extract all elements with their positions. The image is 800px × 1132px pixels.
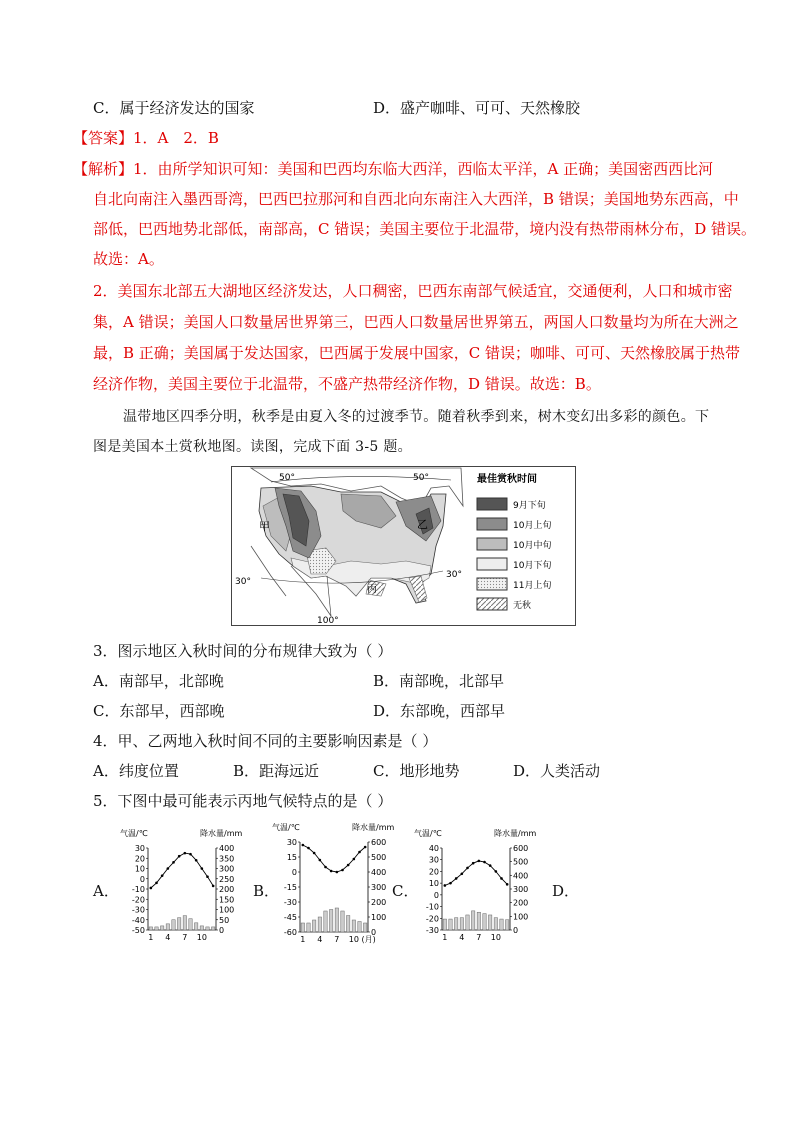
y-tick-label: 10	[428, 879, 439, 889]
precip-bar	[454, 918, 457, 930]
y2-tick-label: 400	[513, 871, 529, 881]
temp-point	[167, 867, 170, 870]
precip-bar	[346, 916, 349, 933]
precip-bar	[494, 918, 497, 930]
temp-point	[307, 847, 310, 850]
x-tick-label: 10	[196, 933, 207, 942]
x-tick-label: 7	[476, 933, 482, 942]
precip-bar	[488, 915, 491, 930]
q4-option-a[interactable]: A．纬度位置	[93, 762, 179, 780]
temp-point	[189, 853, 192, 856]
intro-line-1: 温带地区四季分明，秋季是由夏入冬的过渡季节。随着秋季到来，树木变幻出多彩的颜色。下	[123, 409, 710, 425]
y-axis-title: 气温/℃	[414, 829, 442, 838]
y-tick-label: 20	[428, 867, 439, 877]
analysis-line-1	[73, 159, 713, 179]
y2-tick-label: 500	[513, 857, 529, 867]
y2-tick-label: 400	[371, 868, 387, 877]
precip-bar	[363, 923, 366, 932]
precip-bar	[449, 919, 452, 930]
precip-bar	[307, 923, 310, 932]
lat-30-label-b: 30°	[446, 570, 462, 580]
precip-bar	[329, 910, 332, 933]
y2-tick-label: 300	[219, 864, 235, 874]
y2-tick-label: 200	[513, 898, 529, 908]
y-tick-label: -40	[131, 915, 145, 925]
analysis-line-7: 最，B 正确；美国属于发达国家，巴西属于发展中国家，C 错误；咖啡、可可、天然橡胶属于热带	[93, 344, 741, 362]
y-tick-label: 0	[433, 890, 439, 900]
legend-title: 最佳赏秋时间	[477, 474, 537, 485]
lat-30-label-a: 30°	[235, 577, 251, 587]
legend-label-2: 10月上旬	[513, 521, 552, 531]
x-tick-label: 7	[334, 935, 340, 944]
y-tick-label: 15	[286, 853, 297, 862]
temp-point	[155, 882, 158, 885]
y2-tick-label: 300	[513, 885, 529, 894]
y-tick-label: -30	[283, 898, 297, 907]
y2-axis-title: 降水量/mm	[200, 829, 243, 838]
legend-swatch-2	[477, 518, 507, 530]
precip-bar	[155, 927, 158, 930]
precip-bar	[318, 917, 321, 932]
legend-label-3: 10月中旬	[513, 541, 552, 551]
q5-option-a[interactable]: A．	[93, 882, 119, 900]
temp-point	[500, 877, 503, 880]
x-tick-label: 10	[348, 935, 359, 944]
temp-point	[364, 846, 367, 849]
q4-option-d[interactable]: D．人类活动	[513, 762, 601, 780]
y2-tick-label: 350	[219, 854, 235, 864]
y2-tick-label: 300	[371, 883, 387, 892]
y-tick-label: 30	[286, 838, 297, 847]
legend-swatch-5	[477, 578, 507, 590]
temp-point	[201, 867, 204, 870]
y2-tick-label: 200	[371, 898, 387, 907]
climate-chart-c	[412, 826, 538, 944]
q4-option-c[interactable]: C．地形地势	[373, 762, 460, 780]
q5-stem: 5．下图中最可能表示丙地气候特点的是（ ）	[93, 792, 393, 810]
y2-tick-label: 600	[513, 844, 529, 853]
y2-tick-label: 250	[219, 874, 235, 884]
precip-bar	[172, 920, 175, 930]
y-axis-title: 气温/℃	[120, 829, 148, 838]
x-unit-label: (月)	[361, 935, 376, 944]
y2-tick-label: 400	[219, 844, 235, 853]
y2-tick-label: 0	[219, 926, 225, 935]
temp-point	[195, 859, 198, 862]
x-tick-label: 4	[459, 933, 465, 942]
lat-50-label-b: 50°	[413, 473, 429, 483]
y-tick-label: -50	[131, 926, 145, 935]
x-tick-label: 7	[182, 933, 188, 942]
y2-tick-label: 500	[371, 853, 387, 862]
y2-axis-title: 降水量/mm	[352, 823, 395, 832]
analysis-tag: 【解析】	[73, 160, 134, 178]
y-tick-label: -20	[425, 914, 439, 924]
legend-swatch-1	[477, 498, 507, 510]
temp-point	[455, 877, 458, 880]
q4-option-b[interactable]: B．距海远近	[233, 762, 320, 780]
temp-line	[303, 845, 365, 872]
q5-option-c[interactable]: C．	[392, 882, 419, 900]
legend-label-6: 无秋	[513, 601, 532, 611]
precip-bar	[312, 920, 315, 932]
analysis-line-2: 自北向南注入墨西哥湾，巴西巴拉那河和自西北向东南注入大西洋，B 错误；美国地势东西高，中	[93, 190, 739, 208]
lon-100-label: 100°	[317, 616, 339, 626]
precip-bar	[505, 920, 508, 930]
y2-tick-label: 100	[219, 905, 235, 915]
y2-tick-label: 50	[219, 915, 230, 925]
temp-point	[489, 864, 492, 867]
precip-bar	[460, 918, 463, 930]
precip-bar	[341, 911, 344, 932]
temp-point	[313, 852, 316, 855]
temp-point	[358, 851, 361, 854]
legend-label-4: 10月下旬	[513, 561, 552, 571]
q4-stem: 4．甲、乙两地入秋时间不同的主要影响因素是（ ）	[93, 732, 438, 750]
precip-bar	[335, 908, 338, 932]
y-tick-label: 0	[139, 874, 145, 884]
precip-bar	[189, 919, 192, 930]
precip-bar	[206, 927, 209, 930]
temp-point	[461, 872, 464, 875]
precip-bar	[358, 922, 361, 933]
answer-line	[73, 128, 219, 148]
y-tick-label: -30	[425, 926, 439, 935]
analysis-line-4: 故选：A。	[93, 250, 164, 268]
y2-tick-label: 600	[371, 838, 387, 847]
temp-point	[495, 870, 498, 873]
legend-swatch-6	[477, 598, 507, 610]
temp-line	[151, 853, 213, 888]
temp-point	[330, 870, 333, 873]
temp-point	[302, 844, 305, 847]
option-d-prev: D．盛产咖啡、可可、天然橡胶	[373, 99, 581, 117]
x-tick-label: 4	[317, 935, 323, 944]
precip-bar	[352, 920, 355, 932]
precip-bar	[183, 916, 186, 930]
y-tick-label: 20	[134, 854, 145, 864]
analysis-text-1: 1．由所学知识可知：美国和巴西均东临大西洋，西临太平洋，A 正确；美国密西西比河	[133, 160, 714, 178]
temp-point	[444, 884, 447, 887]
temp-point	[483, 861, 486, 864]
y-tick-label: 30	[134, 844, 145, 853]
y2-tick-label: 200	[219, 885, 235, 894]
temp-point	[347, 864, 350, 867]
precip-bar	[160, 926, 163, 930]
temp-point	[472, 862, 475, 865]
temp-line	[445, 861, 507, 886]
y-tick-label: -45	[283, 913, 297, 922]
y-tick-label: 10	[134, 864, 145, 874]
climate-chart-a	[118, 826, 244, 944]
y-tick-label: 0	[291, 868, 297, 877]
autumn-map-figure	[231, 466, 576, 626]
q3-option-a[interactable]: A．南部早，北部晚	[93, 672, 224, 690]
temp-point	[506, 883, 509, 886]
temp-point	[324, 866, 327, 869]
precip-bar	[166, 924, 169, 930]
q3-option-d[interactable]: D．东部晚，西部早	[373, 702, 506, 720]
answer-tag: 【答案】	[73, 129, 134, 147]
precip-bar	[324, 911, 327, 932]
temp-point	[478, 860, 481, 863]
y-tick-label: -30	[131, 905, 145, 915]
precip-bar	[194, 923, 197, 930]
y-tick-label: -10	[131, 885, 145, 894]
temp-point	[178, 855, 181, 858]
temp-point	[161, 874, 164, 877]
analysis-line-3: 部低，巴西地势北部低，南部高，C 错误；美国主要位于北温带，境内没有热带雨林分布，D 错误。	[93, 220, 757, 238]
precip-bar	[477, 912, 480, 930]
q3-option-c[interactable]: C．东部早，西部晚	[93, 702, 225, 720]
temp-point	[150, 887, 153, 890]
temp-point	[184, 852, 187, 855]
temp-point	[212, 885, 215, 888]
y2-tick-label: 0	[513, 926, 519, 935]
legend-swatch-4	[477, 558, 507, 570]
y-tick-label: -15	[283, 883, 297, 892]
label-yi: 乙	[417, 518, 428, 531]
precip-bar	[177, 918, 180, 930]
legend-label-1: 9月下旬	[513, 501, 546, 511]
lat-50-label-a: 50°	[279, 473, 295, 483]
q3-option-b[interactable]: B．南部晚，北部早	[373, 672, 505, 690]
y-tick-label: -60	[283, 928, 297, 937]
legend-label-5: 11月上旬	[513, 581, 552, 591]
temp-point	[341, 869, 344, 872]
analysis-line-8: 经济作物，美国主要位于北温带，不盛产热带经济作物，D 错误。故选：B。	[93, 375, 601, 393]
temp-point	[449, 882, 452, 885]
x-tick-label: 4	[165, 933, 171, 942]
precip-bar	[443, 919, 446, 930]
temp-point	[466, 867, 469, 870]
y-tick-label: -20	[131, 895, 145, 905]
y2-tick-label: 100	[371, 913, 387, 922]
temp-point	[336, 871, 339, 874]
precip-bar	[483, 914, 486, 930]
label-jia: 甲	[259, 520, 270, 533]
precip-bar	[466, 915, 469, 930]
y2-tick-label: 100	[513, 912, 529, 922]
precip-bar	[149, 927, 152, 930]
x-tick-label: 1	[300, 935, 306, 944]
y2-tick-label: 0	[371, 928, 377, 937]
temp-point	[206, 875, 209, 878]
precip-bar	[211, 927, 214, 930]
y-axis-title: 气温/℃	[272, 823, 300, 832]
legend-swatch-3	[477, 538, 507, 550]
x-tick-label: 1	[148, 933, 154, 942]
analysis-line-6: 集，A 错误；美国人口数量居世界第三，巴西人口数量居世界第五，两国人口数量均为所在大洲之	[93, 313, 739, 331]
q3-stem: 3．图示地区入秋时间的分布规律大致为（ ）	[93, 642, 393, 660]
y-tick-label: 30	[428, 855, 439, 865]
y2-axis-title: 降水量/mm	[494, 829, 537, 838]
autumn-map	[231, 466, 576, 626]
precip-bar	[200, 926, 203, 930]
q5-option-b[interactable]: B．	[253, 882, 280, 900]
temp-point	[319, 859, 322, 862]
y-tick-label: 40	[428, 844, 439, 853]
intro-line-2: 图是美国本土赏秋地图。读图，完成下面 3-5 题。	[93, 439, 412, 455]
answer-text: 1．A 2．B	[133, 129, 219, 147]
precip-bar	[471, 911, 474, 930]
precip-bar	[500, 919, 503, 930]
q5-option-d[interactable]: D．	[552, 882, 580, 900]
precip-bar	[301, 923, 304, 932]
x-tick-label: 1	[442, 933, 448, 942]
label-bing: 丙	[367, 584, 377, 595]
option-c-prev: C．属于经济发达的国家	[93, 99, 255, 117]
x-tick-label: 10	[490, 933, 501, 942]
temp-point	[172, 861, 175, 864]
temp-point	[353, 858, 356, 861]
y2-tick-label: 150	[219, 895, 235, 905]
y-tick-label: -10	[425, 902, 439, 912]
climate-chart-b	[270, 820, 396, 946]
analysis-line-5: 2．美国东北部五大湖地区经济发达，人口稠密，巴西东南部气候适宜，交通便利，人口和城市密	[93, 282, 733, 300]
